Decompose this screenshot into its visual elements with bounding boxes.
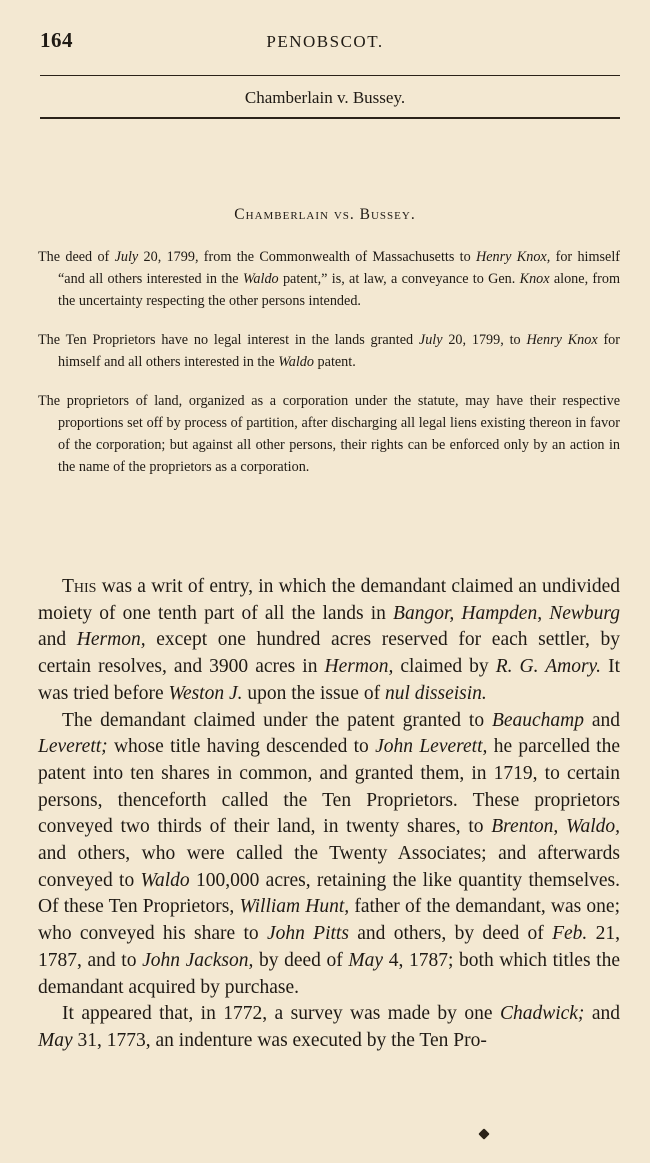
body-text: and [584,1003,620,1025]
body-italic: Hermon, [324,656,394,678]
headnote-text: 20, 1799, to [442,332,527,348]
body-italic: John Leverett, [375,736,488,758]
headnote-3 [38,390,620,478]
body-italic: Weston J. [168,682,243,704]
body-italic: John Jackson, [142,949,254,971]
opinion-body [38,574,620,1055]
body-text: 31, 1773, an indenture was executed by the Ten Pro- [72,1029,487,1051]
headnote-text: alone, from the uncertainty respecting the other persons intended. [58,271,620,309]
body-italic: Brenton, Waldo, [491,816,620,838]
body-text: and [584,709,621,731]
headnote-text: The proprietors of land, organized as a corporation under the statute, may have their respective proportions set off by process of partition, after discharging all legal liens existing thereon in favor of the corporation; but against all other persons, their rights can be enforced only by an action in the name of the proprietors as a corporation. [38,393,620,475]
body-italic: May [348,949,384,971]
body-text: claimed by [393,656,496,678]
body-text: and others, who were called the Twenty Associates; and afterwards conveyed to [38,843,620,891]
page-number: 164 [40,28,73,52]
body-italic: Feb. [552,923,588,945]
body-text: The demandant claimed under the patent granted to [62,709,492,731]
body-italic: Chadwick; [499,1003,585,1025]
body-italic: R. G. Amory. [495,656,602,678]
headnote-italic: Knox [519,271,550,287]
header-rule-bottom [40,117,620,119]
headnote-1 [38,246,620,312]
body-italic: Beauchamp [491,709,584,731]
headnote-italic: July [114,249,139,265]
body-paragraph-1 [38,574,620,708]
body-paragraph-2 [38,708,620,1002]
headnote-text: for himself “and all others interested in the [58,249,620,287]
lead-word: This [62,576,97,597]
body-text: he parcelled the patent into ten shares in common, and granted them, in 1719, to certain persons, thenceforth called the Ten Proprietors. These proprietors conveyed two thirds of their land, in twenty shares, to [38,736,620,838]
body-text: and others, by deed of [348,923,553,945]
body-text: It appeared that, in 1772, a survey was made by one [62,1003,500,1025]
body-text: father of the demandant, was one; who conveyed his share to [38,896,621,945]
header-rule-top [40,75,620,76]
printer-mark-icon [478,1128,489,1139]
body-text: It was tried before [38,656,620,704]
headnote-text: 20, 1799, from the Commonwealth of Massachusetts to [138,249,477,265]
body-text: upon the issue of [242,682,385,704]
headnote-italic: Waldo [278,354,314,370]
headnote-text: The Ten Proprietors have no legal interest in the lands granted [38,332,419,348]
body-italic: Leverett; [38,736,108,758]
case-subheading: Chamberlain v. Bussey. [244,88,406,107]
body-italic: William Hunt, [239,896,350,918]
headnote-italic: July [418,332,443,348]
body-text: 4, 1787; both which titles the demandant acquired by purchase. [38,949,620,998]
body-text: by deed of [253,949,349,971]
headnote-text: patent,” is, at law, a conveyance to Gen. [278,271,520,287]
body-text: 21, 1787, and to [38,923,620,971]
body-italic: Bangor, Hampden, Newburg [393,602,620,624]
headnote-2 [38,329,620,373]
headnote-italic: Waldo [242,271,279,287]
body-italic: May [38,1029,73,1051]
headnotes [38,246,620,495]
body-text: and [38,629,77,651]
body-text: was a writ of entry, in which the demandant claimed an undivided moiety of one tenth part of all the lands in [38,576,620,624]
body-paragraph-3 [38,1001,620,1054]
headnote-text: The deed of [38,249,115,265]
body-text: 100,000 acres, retaining the like quantity themselves. Of these Ten Proprietors, [38,869,620,918]
headnote-text: patent. [314,354,356,370]
body-italic: John Pitts [266,923,349,945]
headnote-italic: Henry Knox [526,332,598,348]
page-header [40,28,610,58]
body-text: except one hundred acres reserved for each settler, by certain resolves, and 3900 acres in [38,629,621,678]
headnote-text: for himself and all others interested in the [58,332,621,370]
body-italic: nul disseisin. [384,682,487,704]
body-text: whose title having descended to [107,736,376,758]
body-italic: Waldo [140,869,190,891]
headnote-italic: Henry Knox, [476,249,551,265]
running-title: PENOBSCOT. [266,32,384,51]
body-italic: Hermon, [76,629,146,651]
case-title: Chamberlain vs. Bussey. [234,206,416,223]
